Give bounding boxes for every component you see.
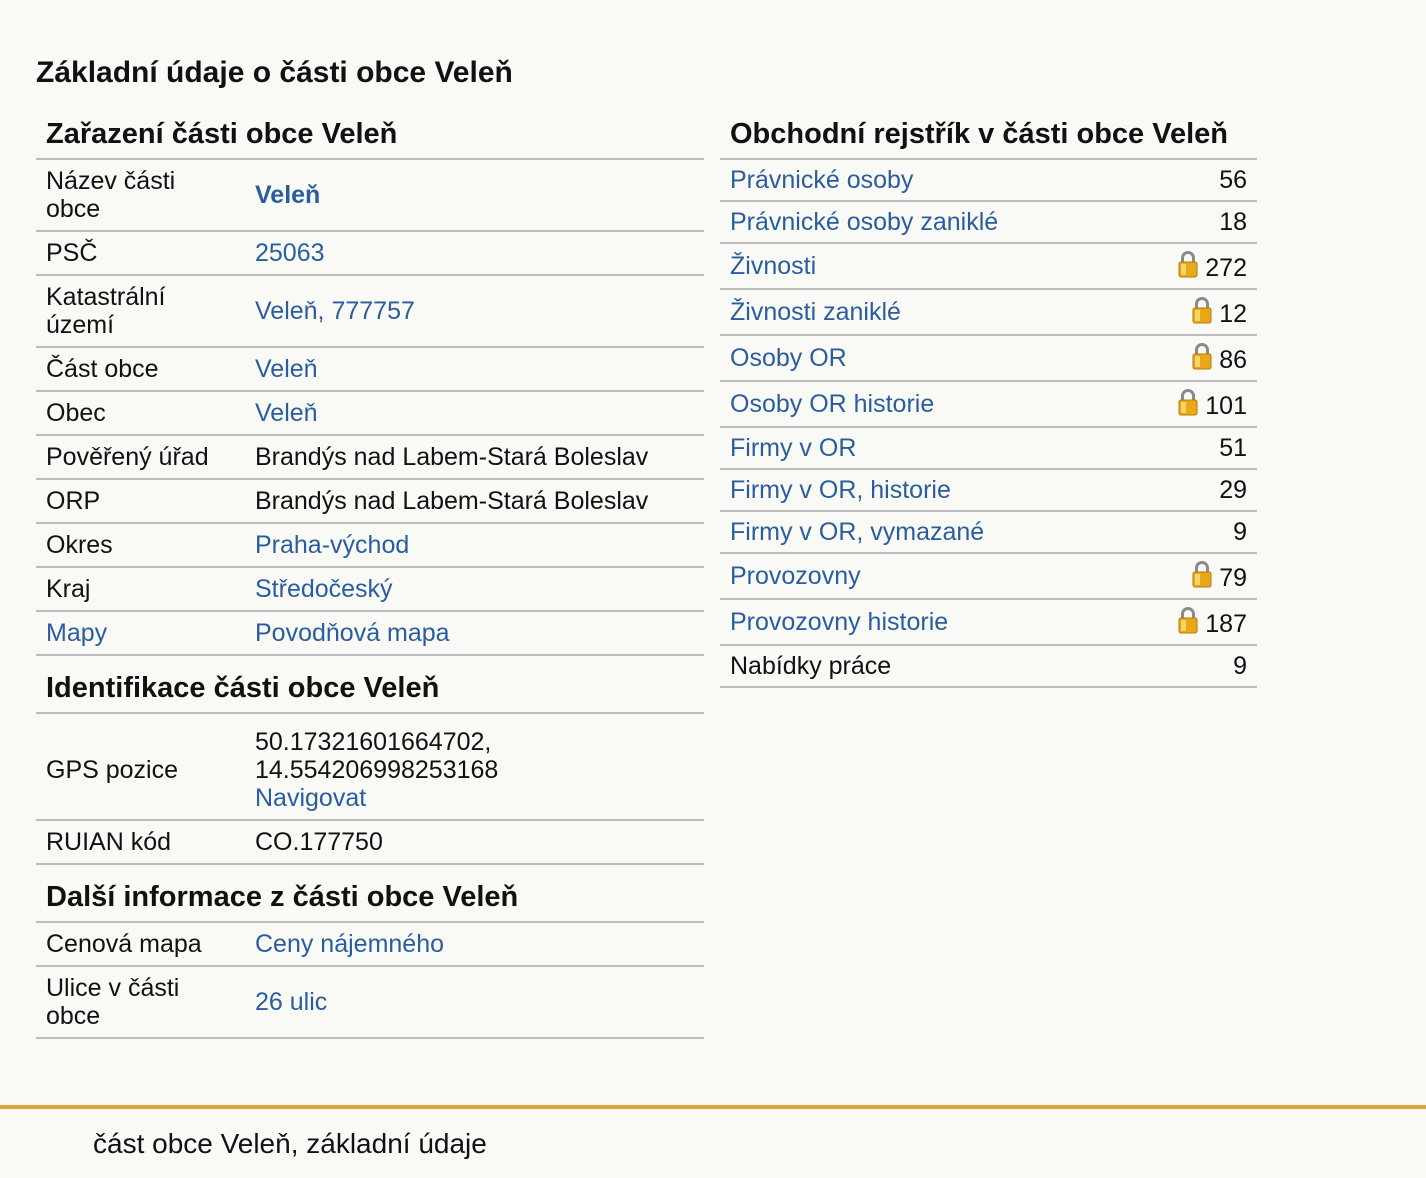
register-label-cell: [720, 427, 1131, 469]
register-count-cell: [1131, 553, 1257, 599]
register-label-cell: [720, 511, 1131, 553]
row-value-link[interactable]: Veleň: [255, 181, 321, 209]
register-link[interactable]: Osoby OR: [730, 344, 847, 372]
table-row-ulice-v-casti-obce: [36, 966, 704, 1038]
table-row-okres: [36, 523, 704, 567]
register-count-cell: [1131, 599, 1257, 645]
row-value-cell: [235, 347, 704, 391]
register-link[interactable]: Právnické osoby: [730, 166, 914, 194]
table-row-osoby-or-historie: [720, 381, 1257, 427]
register-count-cell: [1131, 201, 1257, 243]
row-value: Brandýs nad Labem-Stará Boleslav: [235, 479, 704, 523]
obchodni-table: [720, 160, 1257, 688]
padlock-icon: [1192, 296, 1212, 324]
register-link[interactable]: Firmy v OR, historie: [730, 476, 951, 504]
gps-value: [235, 714, 704, 820]
register-link[interactable]: Živnosti zaniklé: [730, 298, 901, 326]
row-value-link[interactable]: 26 ulic: [255, 988, 328, 1016]
row-value-cell: [235, 923, 704, 966]
padlock-icon: [1192, 342, 1212, 370]
table-row-cenova-mapa: [36, 923, 704, 966]
row-value-cell: [235, 966, 704, 1038]
register-label-cell: [720, 469, 1131, 511]
table-row-gps: [36, 714, 704, 820]
register-label-cell: [720, 289, 1131, 335]
register-count-cell: [1131, 511, 1257, 553]
register-link[interactable]: Živnosti: [730, 252, 817, 280]
row-value-link[interactable]: Veleň: [255, 355, 318, 383]
register-label-cell: [720, 335, 1131, 381]
table-row-zivnosti: [720, 243, 1257, 289]
row-value-link[interactable]: Ceny nájemného: [255, 930, 445, 958]
row-label: Pověřený úřad: [36, 435, 235, 479]
page-title: Základní údaje o části obce Veleň: [36, 56, 513, 89]
register-count: 79: [1219, 564, 1247, 592]
register-count: 101: [1205, 392, 1247, 420]
row-value-cell: [235, 275, 704, 347]
register-label-cell: [720, 381, 1131, 427]
table-row-obec: [36, 391, 704, 435]
table-row-orp: [36, 479, 704, 523]
footer-divider: [0, 1105, 1426, 1109]
register-label-cell: [720, 201, 1131, 243]
row-label: ORP: [36, 479, 235, 523]
register-label-cell: [720, 243, 1131, 289]
row-label: Katastrální území: [36, 275, 235, 347]
row-label: Okres: [36, 523, 235, 567]
row-value-link[interactable]: Veleň, 777757: [255, 297, 415, 325]
row-value-link[interactable]: 25063: [255, 239, 325, 267]
table-row-firmy-v-or-vymazane: [720, 511, 1257, 553]
register-label-cell: [720, 553, 1131, 599]
table-row-nazev-casti-obce: [36, 160, 704, 231]
register-count-cell: [1131, 381, 1257, 427]
register-link[interactable]: Právnické osoby zaniklé: [730, 208, 999, 236]
identifikace-table: [36, 714, 704, 865]
register-count: 12: [1219, 300, 1247, 328]
table-row-kraj: [36, 567, 704, 611]
register-link[interactable]: Firmy v OR: [730, 434, 857, 462]
padlock-icon: [1178, 606, 1198, 634]
section-title-dalsi: Další informace z části obce Veleň: [36, 873, 704, 923]
register-count: 9: [1233, 518, 1247, 546]
table-row-firmy-v-or-historie: [720, 469, 1257, 511]
table-row-psc: [36, 231, 704, 275]
row-value-cell: [235, 391, 704, 435]
row-label: Obec: [36, 391, 235, 435]
register-count-cell: [1131, 469, 1257, 511]
table-row-cast-obce: [36, 347, 704, 391]
register-count-cell: [1131, 645, 1257, 687]
row-label: Cenová mapa: [36, 923, 235, 966]
row-value: Brandýs nad Labem-Stará Boleslav: [235, 435, 704, 479]
row-value-cell: [235, 231, 704, 275]
table-row-nabidky-prace: [720, 645, 1257, 687]
register-count: 187: [1205, 610, 1247, 638]
row-value-cell: [235, 611, 704, 655]
table-row-zivnosti-zanikle: [720, 289, 1257, 335]
navigate-link[interactable]: Navigovat: [255, 784, 367, 812]
section-title-identifikace: Identifikace části obce Veleň: [36, 664, 704, 714]
register-count: 272: [1205, 254, 1247, 282]
right-column: [720, 110, 1257, 688]
row-value-cell: [235, 523, 704, 567]
padlock-icon: [1178, 388, 1198, 416]
row-label-cell: [36, 611, 235, 655]
register-count: 18: [1219, 208, 1247, 236]
footer-text: část obce Veleň, základní údaje: [93, 1128, 487, 1159]
table-row-firmy-v-or: [720, 427, 1257, 469]
row-value-link[interactable]: Veleň: [255, 399, 318, 427]
register-count: 29: [1219, 476, 1247, 504]
left-column: [36, 110, 704, 1039]
padlock-icon: [1178, 250, 1198, 278]
table-row-katastralni-uzemi: [36, 275, 704, 347]
table-row-provozovny-historie: [720, 599, 1257, 645]
register-count-cell: [1131, 427, 1257, 469]
row-label: PSČ: [36, 231, 235, 275]
register-link[interactable]: Firmy v OR, vymazané: [730, 518, 985, 546]
section-title-obchodni: Obchodní rejstřík v části obce Veleň: [720, 110, 1257, 160]
table-row-pravnicke-osoby: [720, 160, 1257, 201]
table-row-ruian: [36, 820, 704, 864]
register-link[interactable]: Provozovny historie: [730, 608, 949, 636]
register-count: 9: [1233, 652, 1247, 680]
row-label: Část obce: [36, 347, 235, 391]
row-label-link[interactable]: Mapy: [46, 619, 108, 647]
row-value-cell: [235, 160, 704, 231]
register-count-cell: [1131, 335, 1257, 381]
row-value-link[interactable]: Středočeský: [255, 575, 393, 603]
padlock-icon: [1192, 560, 1212, 588]
table-row-mapy: [36, 611, 704, 655]
row-label: RUIAN kód: [36, 820, 235, 864]
register-count-cell: [1131, 243, 1257, 289]
row-value-link[interactable]: Praha-východ: [255, 531, 410, 559]
ruian-code: CO.177750: [235, 820, 704, 864]
register-label-cell: [720, 160, 1131, 201]
row-value-cell: [235, 567, 704, 611]
zarazeni-table: [36, 160, 704, 656]
row-label: Název části obce: [36, 160, 235, 231]
row-label: Ulice v části obce: [36, 966, 235, 1038]
register-link[interactable]: Provozovny: [730, 562, 861, 590]
table-row-provozovny: [720, 553, 1257, 599]
section-title-zarazeni: Zařazení části obce Veleň: [36, 110, 704, 160]
gps-latitude: 50.17321601664702,: [255, 728, 492, 756]
register-count: 51: [1219, 434, 1247, 462]
register-count: 56: [1219, 166, 1247, 194]
register-label-cell: [720, 599, 1131, 645]
row-label: Kraj: [36, 567, 235, 611]
gps-longitude: 14.554206998253168: [255, 756, 499, 784]
table-row-pravnicke-osoby-zanikle: [720, 201, 1257, 243]
register-count-cell: [1131, 289, 1257, 335]
row-value-link[interactable]: Povodňová mapa: [255, 619, 450, 647]
row-label: GPS pozice: [36, 714, 235, 820]
table-row-povereny-urad: [36, 435, 704, 479]
register-link[interactable]: Osoby OR historie: [730, 390, 935, 418]
dalsi-table: [36, 923, 704, 1039]
register-label: Nabídky práce: [720, 645, 1131, 687]
register-count-cell: [1131, 160, 1257, 201]
table-row-osoby-or: [720, 335, 1257, 381]
register-count: 86: [1219, 346, 1247, 374]
